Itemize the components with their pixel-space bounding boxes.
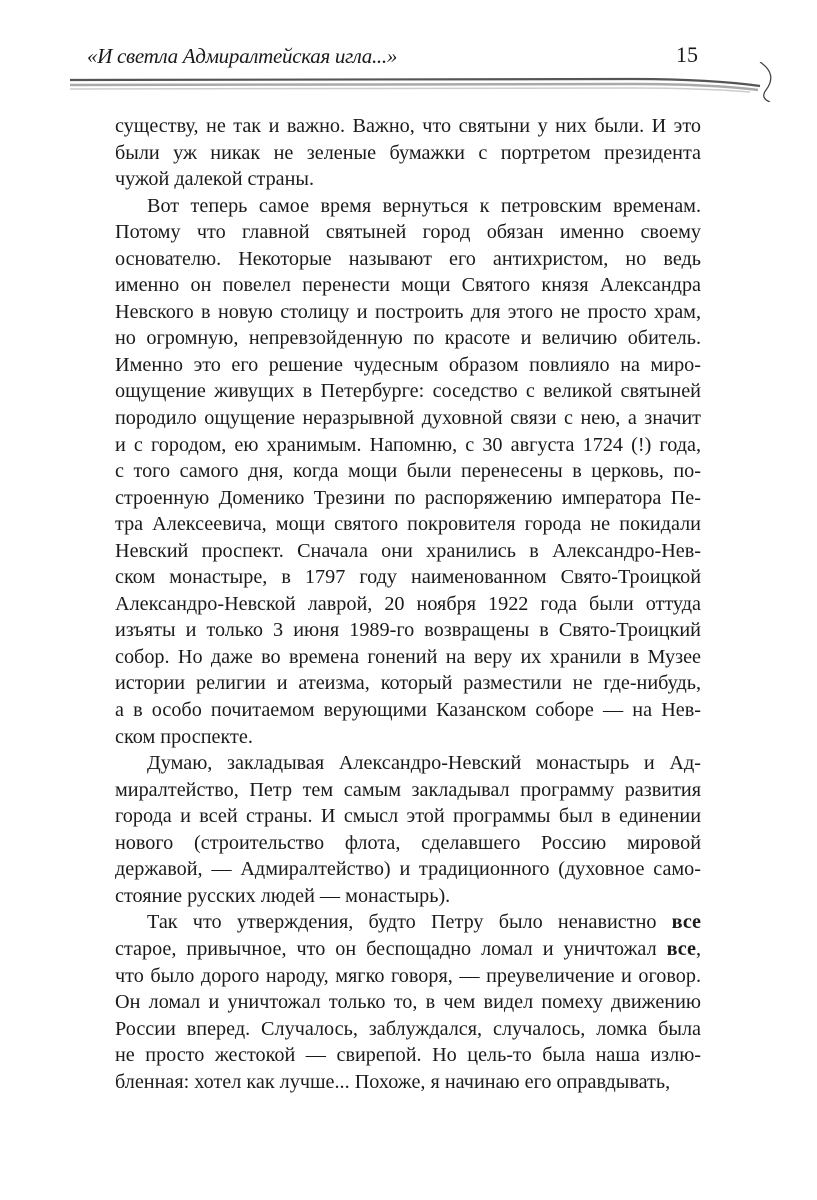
text-line — [115, 909, 701, 936]
text-line: ском проспекте. — [115, 725, 253, 748]
text-line — [115, 936, 701, 963]
text-line: Вот теперь самое время вернуться к петровским временам. — [147, 194, 701, 217]
text-line: с того самого дня, когда мощи были перенесены в церковь, по- — [115, 460, 701, 483]
text-line: собор. Но даже во времена гонений на веру их хранили в Музее — [115, 645, 701, 668]
text-line: Невский проспект. Сначала они хранились в Александро-Нев- — [115, 539, 701, 562]
text-line: чужой далекой страны. — [115, 168, 315, 191]
page-number: 15 — [676, 42, 698, 67]
text-segment: , — [695, 937, 701, 960]
text-line: истории религии и атеизма, который разместили не где-нибудь, — [115, 672, 701, 695]
text-line: ском монастыре, в 1797 году наименованном Свято-Троицкой — [115, 566, 701, 589]
text-line: города и всей страны. И смысл этой программы был в единении — [115, 805, 701, 828]
text-line: изъяты и только 3 июня 1989-го возвращены в Свято-Троицкий — [115, 619, 701, 642]
text-line: ощущение живущих в Петербурге: соседство с великой святыней — [115, 380, 701, 403]
bold-emphasis: все — [666, 937, 696, 960]
header-rule-ornament — [70, 62, 790, 102]
text-line: не просто жестокой — свирепой. Но цель-то была наша излю- — [115, 1044, 701, 1067]
running-header-title: «И светла Адмиралтейская игла...» — [87, 44, 398, 68]
text-segment: Так что утверждения, будто Петру было ненавистно — [147, 911, 672, 934]
text-line: России вперед. Случалось, заблуждался, случалось, ломка была — [115, 1017, 701, 1040]
text-line: тра Алексеевича, мощи святого покровителя города не покидали — [115, 513, 701, 536]
text-line: Невского в новую столицу и построить для этого не просто храм, — [115, 300, 701, 323]
text-line: нового (строительство флота, сделавшего Россию мировой — [115, 831, 701, 854]
text-line: но огромную, непревзойденную по красоте и величию обитель. — [115, 327, 701, 350]
text-line: Думаю, закладывая Александро-Невский монастырь и Ад- — [147, 752, 701, 775]
text-line: Он ломал и уничтожал только то, в чем видел помеху движению — [115, 991, 701, 1014]
text-line: миралтейство, Петр тем самым закладывал программу развития — [115, 778, 701, 801]
text-line: существу, не так и важно. Важно, что святыни у них были. И это — [115, 115, 701, 137]
bold-emphasis: все — [671, 911, 701, 934]
text-line: именно он повелел перенести мощи Святого князя Александра — [115, 274, 701, 297]
text-line: стояние русских людей — монастырь). — [115, 884, 451, 907]
text-line: были уж никак не зеленые бумажки с портретом президента — [115, 141, 701, 164]
text-line: основателю. Некоторые называют его антихристом, но ведь — [115, 247, 701, 270]
text-line: Именно это его решение чудесным образом повлияло на миро- — [115, 353, 701, 376]
text-line: породило ощущение неразрывной духовной связи с нею, а значит — [115, 407, 701, 430]
text-line: Александро-Невской лаврой, 20 ноября 1922 года были оттуда — [115, 592, 701, 615]
text-line: что было дорого народу, мягко говоря, — преувеличение и оговор. — [115, 964, 701, 987]
text-line: строенную Доменико Трезини по распоряжению императора Пе- — [115, 486, 701, 509]
text-line: а в особо почитаемом верующими Казанском соборе — на Нев- — [115, 699, 701, 722]
body-text — [115, 113, 701, 1095]
text-line: Потому что главной святыней город обязан именно своему — [115, 221, 701, 244]
text-line: державой, — Адмиралтейство) и традиционного (духовное само- — [115, 858, 701, 881]
text-segment: старое, привычное, что он беспощадно ломал и уничтожал — [115, 937, 667, 960]
text-line: бленная: хотел как лучше... Похоже, я начинаю его оправдывать, — [115, 1070, 671, 1093]
text-line: и с городом, ею хранимым. Напомню, с 30 августа 1724 (!) года, — [115, 433, 701, 456]
